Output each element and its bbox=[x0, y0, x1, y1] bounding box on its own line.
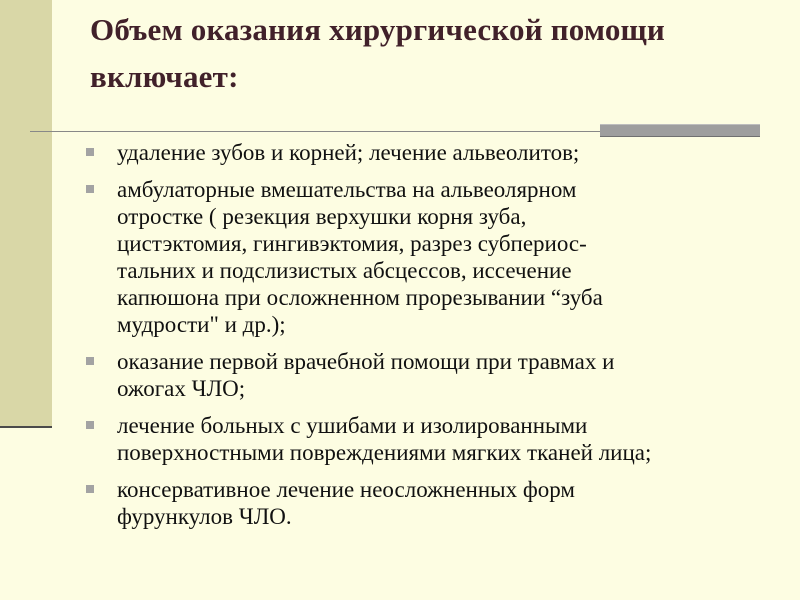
bullet-text: оказание первой врачебной помощи при травмах и ожогах ЧЛО; bbox=[117, 349, 615, 401]
bullet-list bbox=[84, 139, 774, 540]
list-item bbox=[84, 412, 774, 466]
square-bullet-icon bbox=[86, 357, 94, 365]
list-item bbox=[84, 476, 774, 530]
square-bullet-icon bbox=[86, 185, 94, 193]
title-divider-accent bbox=[600, 124, 760, 137]
square-bullet-icon bbox=[86, 148, 94, 156]
slide-title: Объем оказания хирургической помощи включает: bbox=[90, 12, 665, 94]
side-decor-band-edge bbox=[0, 426, 52, 428]
list-item bbox=[84, 139, 774, 166]
bullet-text: консервативное лечение неосложненных форм фурункулов ЧЛО. bbox=[117, 477, 575, 529]
bullet-text: амбулаторные вмешательства на альвеолярном отростке ( резекция верхушки корня зуба, цистэктомия, гингивэктомия, разрез субпериос- тальних и подслизистых абсцессов, иссечение капюшона при осложненном прорезывании “зуба мудрости" и др.); bbox=[117, 177, 603, 337]
list-item bbox=[84, 348, 774, 402]
square-bullet-icon bbox=[86, 421, 94, 429]
square-bullet-icon bbox=[86, 485, 94, 493]
list-item bbox=[84, 176, 774, 338]
side-decor-band bbox=[0, 0, 52, 426]
bullet-text: лечение больных с ушибами и изолированными поверхностными повреждениями мягких тканей лица; bbox=[117, 413, 652, 465]
bullet-text: удаление зубов и корней; лечение альвеолитов; bbox=[117, 140, 580, 165]
